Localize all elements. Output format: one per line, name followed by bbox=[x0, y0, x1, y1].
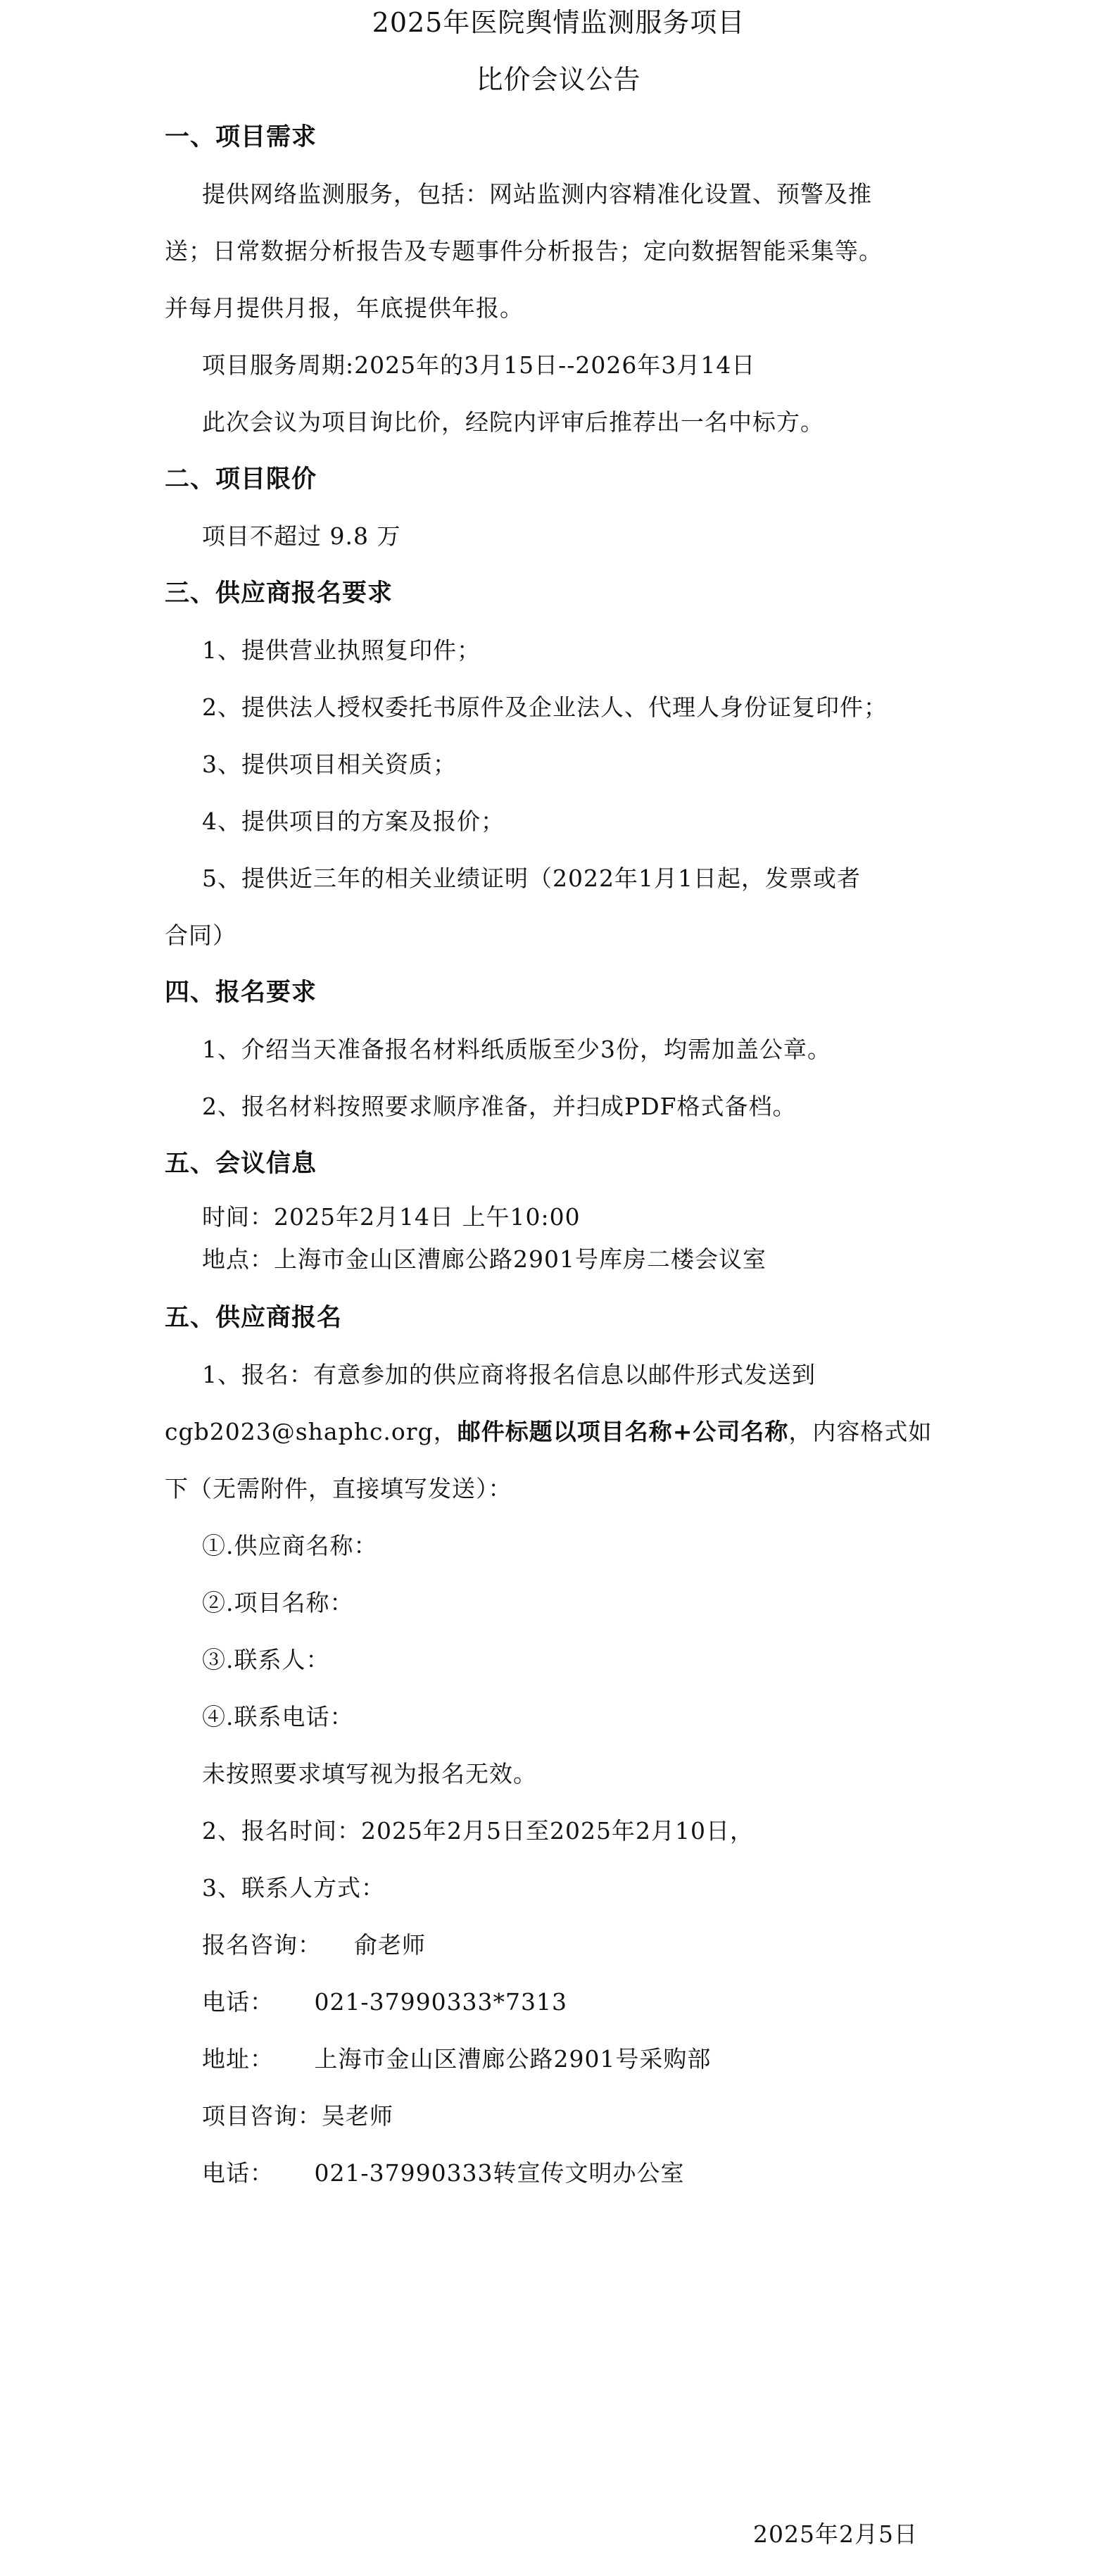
section-heading-price-limit: 二、项目限价 bbox=[165, 465, 317, 494]
document-subtitle: 比价会议公告 bbox=[476, 64, 641, 95]
meeting-time: 时间：2025年2月14日 上午10:00 bbox=[202, 1203, 581, 1231]
service-period: 项目服务周期:2025年的3月15日--2026年3月14日 bbox=[202, 351, 756, 379]
section-heading-supplier-registration: 五、供应商报名 bbox=[165, 1303, 343, 1332]
supplier-requirement-item: 1、提供营业执照复印件； bbox=[202, 636, 481, 664]
requirements-paragraph-line: 提供网络监测服务，包括：网站监测内容精准化设置、预警及推 bbox=[202, 180, 872, 208]
registration-email-link[interactable]: cgb2023@shaphc.org， bbox=[165, 1418, 457, 1445]
supplier-requirement-item: 2、提供法人授权委托书原件及企业法人、代理人身份证复印件； bbox=[202, 693, 888, 721]
contact-line: 项目咨询：吴老师 bbox=[202, 2102, 393, 2130]
section-heading-meeting-info: 五、会议信息 bbox=[165, 1149, 317, 1178]
registration-period: 2、报名时间：2025年2月5日至2025年2月10日， bbox=[202, 1817, 754, 1845]
announcement-date: 2025年2月5日 bbox=[753, 2520, 918, 2548]
supplier-requirement-item: 5、提供近三年的相关业绩证明（2022年1月1日起，发票或者 bbox=[202, 865, 861, 892]
supplier-requirement-item: 4、提供项目的方案及报价； bbox=[202, 808, 505, 835]
registration-paragraph-line bbox=[165, 1416, 932, 1447]
contact-line: 地址： 上海市金山区漕廊公路2901号采购部 bbox=[202, 2045, 712, 2073]
document-title: 2025年医院舆情监测服务项目 bbox=[372, 7, 745, 38]
registration-paragraph-line: 1、报名：有意参加的供应商将报名信息以邮件形式发送到 bbox=[202, 1361, 816, 1388]
form-field-label: ①.供应商名称： bbox=[202, 1532, 378, 1559]
section-heading-supplier-requirements: 三、供应商报名要求 bbox=[165, 579, 393, 608]
email-subject-rule: 邮件标题以项目名称+公司名称 bbox=[457, 1418, 789, 1445]
contact-line: 电话： 021-37990333*7313 bbox=[202, 1988, 568, 2016]
requirements-paragraph-line: 并每月提供月报，年底提供年报。 bbox=[165, 294, 524, 322]
invalid-registration-note: 未按照要求填写视为报名无效。 bbox=[202, 1760, 537, 1788]
form-field-label: ②.项目名称： bbox=[202, 1589, 354, 1616]
section-heading-requirements: 一、项目需求 bbox=[165, 122, 317, 151]
supplier-requirement-item: 3、提供项目相关资质； bbox=[202, 750, 457, 778]
registration-paragraph-tail: ，内容格式如 bbox=[788, 1418, 933, 1445]
form-field-label: ④.联系电话： bbox=[202, 1703, 354, 1730]
price-limit-text: 项目不超过 9.8 万 bbox=[202, 522, 401, 550]
requirements-paragraph-line: 送；日常数据分析报告及专题事件分析报告；定向数据智能采集等。 bbox=[165, 237, 883, 265]
meeting-purpose: 此次会议为项目询比价，经院内评审后推荐出一名中标方。 bbox=[202, 408, 824, 436]
registration-requirement-item: 1、介绍当天准备报名材料纸质版至少3份，均需加盖公章。 bbox=[202, 1036, 831, 1063]
contact-methods-heading: 3、联系人方式： bbox=[202, 1874, 385, 1902]
registration-requirement-item: 2、报名材料按照要求顺序准备，并扫成PDF格式备档。 bbox=[202, 1093, 797, 1120]
section-heading-registration-requirements: 四、报名要求 bbox=[165, 978, 317, 1007]
form-field-label: ③.联系人： bbox=[202, 1646, 330, 1673]
supplier-requirement-item-continued: 合同） bbox=[165, 922, 236, 949]
contact-line: 电话： 021-37990333转宣传文明办公室 bbox=[202, 2159, 685, 2187]
contact-line: 报名咨询： 俞老师 bbox=[202, 1931, 426, 1959]
meeting-place: 地点：上海市金山区漕廊公路2901号库房二楼会议室 bbox=[202, 1245, 766, 1273]
registration-paragraph-line: 下（无需附件，直接填写发送）： bbox=[165, 1475, 512, 1502]
